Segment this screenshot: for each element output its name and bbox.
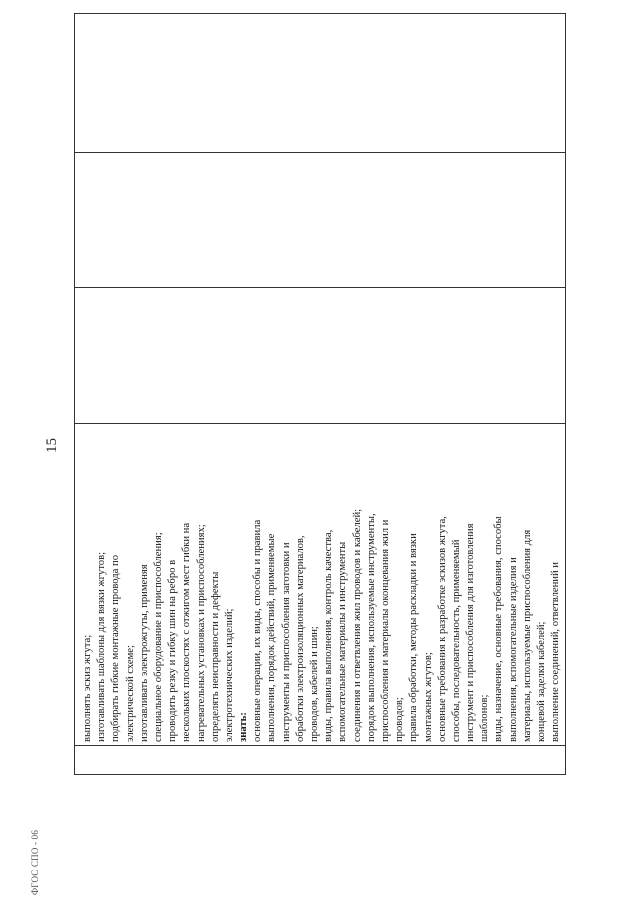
text-line: вспомогательные материалы и инструменты [337,541,349,742]
column-divider [75,745,565,746]
text-line: инструменты и приспособления заготовки и [280,542,292,742]
text-line: основные требования к разработке эскизов жгута, [436,516,448,742]
text-line: электрической схеме; [124,645,136,742]
text-line: приспособления и материалы оконцевания жил и [379,519,391,742]
text-line: правила обработки, методы раскладки и вязки [408,533,420,742]
text-line: проводов, кабелей и шин; [309,626,320,742]
competency-table [74,13,566,775]
text-line: основные операции, их виды, способы и правила [252,519,264,742]
text-line: выполнение соединений, ответвлений и [550,562,562,742]
table-cell-empty-2 [75,288,565,423]
text-line: соединения и ответвления жил проводов и кабелей; [351,508,363,742]
table-cell-requirements [75,424,565,745]
page-number: 15 [44,438,60,453]
text-line: нескольких плоскостях с отжигом мест гибки на [181,522,193,742]
text-line: виды, назначение, основные требования, способы [493,516,505,742]
table-cell-empty-4 [75,12,565,152]
column-divider [75,423,565,424]
text-line: шаблонов; [479,694,491,742]
text-line: специальное оборудование и приспособления; [152,532,164,742]
document-code: ФГОС СПО - 06 [30,829,40,895]
table-cell-empty-3 [75,153,565,287]
text-line: монтажных жгутов; [422,652,434,742]
text-line: виды, правила выполнения, контроль качества, [323,529,335,742]
text-line: выполнять эскиз жгута; [82,634,93,742]
column-divider [75,287,565,288]
table-cell-empty-1 [75,746,565,774]
text-line: проводов; [394,697,406,742]
text-line: концевой заделки кабелей; [536,621,547,742]
text-line: нагревательных установках и приспособлениях; [195,524,207,742]
text-line: способы, последовательность, применяемый [450,539,462,742]
text-line: знать: [238,712,250,742]
text-line: порядок выполнения, используемые инструменты, [365,513,377,742]
text-line: выполнения, порядок действий, применяемые [266,533,278,742]
text-line: определять неисправности и дефекты [209,571,221,742]
text-line: обработки электроизоляционных материалов, [294,535,306,742]
column-divider [75,152,565,153]
text-line: инструмент и приспособления для изготовления [465,523,477,742]
text-line: материалы, используемые приспособления для [521,529,533,742]
text-line: электротехнических изделий; [223,608,235,742]
text-line: подбирать гибкие монтажные провода по [110,555,122,742]
text-line: изготавливать шаблоны для вязки жгутов; [96,551,108,742]
text-line: выполнения, вспомогательные изделия и [507,557,519,742]
text-line: изготавливать электрожгуты, применяя [138,564,150,742]
requirements-text [81,424,563,742]
text-line: проводить резку и гибку шин на ребро в [167,559,179,742]
